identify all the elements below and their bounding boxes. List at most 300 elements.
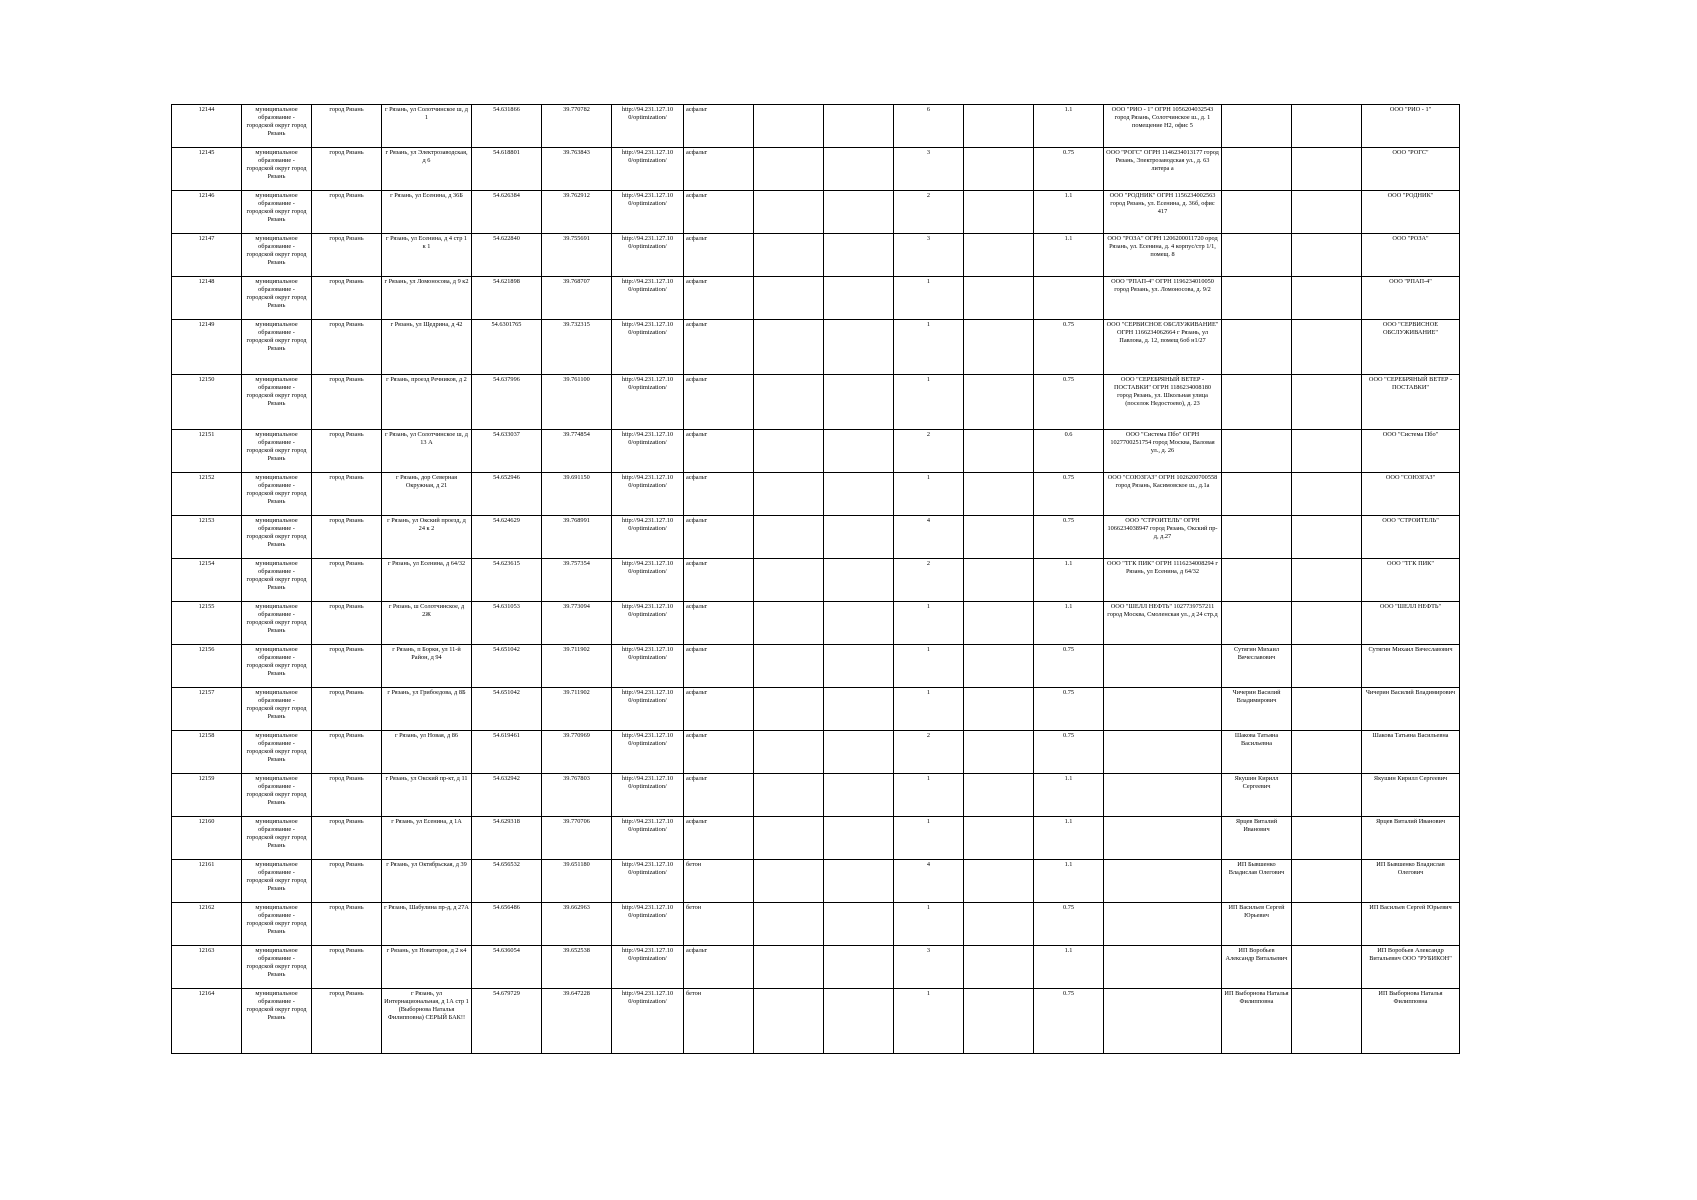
- empty-cell: [824, 774, 894, 817]
- longitude-cell: 39.770782: [542, 105, 612, 148]
- latitude-cell: 54.624629: [472, 516, 542, 559]
- url-cell: http://94.231.127.10 0/optimization/: [612, 946, 684, 989]
- empty-cell: [1292, 375, 1362, 430]
- table-row: [172, 516, 1460, 559]
- waste-source-cell: ИП Бывшенко Владислав Олегович: [1362, 860, 1460, 903]
- owner-info-cell: ООО "РОДНИК" ОГРН 1156234002563 город Рязань, ул. Есенина, д. 36б, офис 417: [1104, 191, 1222, 234]
- containers-count-cell: 1: [894, 602, 964, 645]
- municipality-cell: муниципальное образование - городской округ город Рязань: [242, 688, 312, 731]
- empty-cell: [1292, 430, 1362, 473]
- settlement-cell: город Рязань: [312, 602, 382, 645]
- row-number-cell: 12151: [172, 430, 242, 473]
- owner-person-cell: [1222, 105, 1292, 148]
- container-volume-cell: 0.75: [1034, 148, 1104, 191]
- table-row: [172, 277, 1460, 320]
- owner-info-cell: ООО "Система Пбо" ОГРН 1027700251754 город Москва, Валовая ул., д. 26: [1104, 430, 1222, 473]
- surface-cell: асфальт: [684, 559, 754, 602]
- address-cell: г Рязань, ул Новаторов, д 2 к4: [382, 946, 472, 989]
- waste-source-cell: Ярцев Виталий Иванович: [1362, 817, 1460, 860]
- container-volume-cell: 0.75: [1034, 516, 1104, 559]
- municipality-cell: муниципальное образование - городской округ город Рязань: [242, 430, 312, 473]
- empty-cell: [824, 473, 894, 516]
- container-volume-cell: 1.1: [1034, 234, 1104, 277]
- settlement-cell: город Рязань: [312, 989, 382, 1054]
- owner-person-cell: Шакова Татьяна Васильевна: [1222, 731, 1292, 774]
- municipality-cell: муниципальное образование - городской округ город Рязань: [242, 860, 312, 903]
- containers-count-cell: 3: [894, 234, 964, 277]
- address-cell: г Рязань, ул Солотчинское ш, д 1: [382, 105, 472, 148]
- surface-cell: асфальт: [684, 105, 754, 148]
- url-cell: http://94.231.127.10 0/optimization/: [612, 731, 684, 774]
- empty-cell: [754, 774, 824, 817]
- row-number-cell: 12159: [172, 774, 242, 817]
- owner-info-cell: [1104, 774, 1222, 817]
- address-cell: г Рязань, ул Есенина, д 36Б: [382, 191, 472, 234]
- municipality-cell: муниципальное образование - городской округ город Рязань: [242, 191, 312, 234]
- empty-cell: [824, 234, 894, 277]
- waste-source-cell: ООО "РОЗА": [1362, 234, 1460, 277]
- settlement-cell: город Рязань: [312, 277, 382, 320]
- owner-person-cell: ИП Воробьев Александр Витальевич: [1222, 946, 1292, 989]
- owner-info-cell: ООО "ШЕЛЛ НЕФТЬ" 1027739757211 город Москва, Смоленская ул., д 24 стр.д: [1104, 602, 1222, 645]
- empty-cell: [1292, 148, 1362, 191]
- empty-cell: [964, 989, 1034, 1054]
- table-row: [172, 946, 1460, 989]
- empty-cell: [964, 903, 1034, 946]
- owner-info-cell: [1104, 817, 1222, 860]
- owner-person-cell: [1222, 559, 1292, 602]
- owner-person-cell: [1222, 375, 1292, 430]
- table-row: [172, 559, 1460, 602]
- empty-cell: [1292, 602, 1362, 645]
- empty-cell: [754, 148, 824, 191]
- surface-cell: асфальт: [684, 375, 754, 430]
- empty-cell: [824, 375, 894, 430]
- container-volume-cell: 1.1: [1034, 774, 1104, 817]
- surface-cell: асфальт: [684, 277, 754, 320]
- url-cell: http://94.231.127.10 0/optimization/: [612, 320, 684, 375]
- longitude-cell: 39.711902: [542, 688, 612, 731]
- empty-cell: [754, 903, 824, 946]
- address-cell: г Рязань, ул Новая, д 86: [382, 731, 472, 774]
- containers-count-cell: 1: [894, 774, 964, 817]
- empty-cell: [754, 989, 824, 1054]
- longitude-cell: 39.774854: [542, 430, 612, 473]
- latitude-cell: 54.622840: [472, 234, 542, 277]
- empty-cell: [1292, 105, 1362, 148]
- municipality-cell: муниципальное образование - городской округ город Рязань: [242, 516, 312, 559]
- empty-cell: [964, 516, 1034, 559]
- row-number-cell: 12150: [172, 375, 242, 430]
- row-number-cell: 12145: [172, 148, 242, 191]
- longitude-cell: 39.732315: [542, 320, 612, 375]
- settlement-cell: город Рязань: [312, 645, 382, 688]
- url-cell: http://94.231.127.10 0/optimization/: [612, 602, 684, 645]
- url-cell: http://94.231.127.10 0/optimization/: [612, 234, 684, 277]
- waste-source-cell: ООО "СТРОИТЕЛЬ": [1362, 516, 1460, 559]
- empty-cell: [1292, 946, 1362, 989]
- table-row: [172, 989, 1460, 1054]
- table-row: [172, 602, 1460, 645]
- url-cell: http://94.231.127.10 0/optimization/: [612, 989, 684, 1054]
- waste-source-cell: ООО "СОЮЗГАЗ": [1362, 473, 1460, 516]
- empty-cell: [754, 375, 824, 430]
- container-volume-cell: [1034, 277, 1104, 320]
- owner-info-cell: [1104, 946, 1222, 989]
- empty-cell: [824, 989, 894, 1054]
- municipality-cell: муниципальное образование - городской округ город Рязань: [242, 731, 312, 774]
- longitude-cell: 39.647228: [542, 989, 612, 1054]
- empty-cell: [824, 105, 894, 148]
- address-cell: г Рязань, Шабулина пр-д, д 27А: [382, 903, 472, 946]
- row-number-cell: 12155: [172, 602, 242, 645]
- empty-cell: [964, 105, 1034, 148]
- waste-source-cell: ООО "СЕРЕБРЯНЫЙ ВЕТЕР - ПОСТАВКИ": [1362, 375, 1460, 430]
- owner-person-cell: Ярцев Виталий Иванович: [1222, 817, 1292, 860]
- owner-info-cell: ООО "СОЮЗГАЗ" ОГРН 1026200700558 город Рязань, Касимовское ш., д.1а: [1104, 473, 1222, 516]
- longitude-cell: 39.768991: [542, 516, 612, 559]
- table-row: [172, 105, 1460, 148]
- empty-cell: [1292, 860, 1362, 903]
- surface-cell: асфальт: [684, 473, 754, 516]
- settlement-cell: город Рязань: [312, 731, 382, 774]
- empty-cell: [964, 375, 1034, 430]
- container-volume-cell: 0.75: [1034, 989, 1104, 1054]
- empty-cell: [1292, 774, 1362, 817]
- empty-cell: [824, 645, 894, 688]
- containers-count-cell: 2: [894, 731, 964, 774]
- empty-cell: [824, 559, 894, 602]
- address-cell: г Рязань, ул Грибоедова, д 8Б: [382, 688, 472, 731]
- empty-cell: [964, 688, 1034, 731]
- owner-info-cell: ООО "СЕРВИСНОЕ ОБСЛУЖИВАНИЕ" ОГРН 1166234062664 г Рязань, ул Павлова, д. 12, помещ 6об н1/27: [1104, 320, 1222, 375]
- container-volume-cell: 1.1: [1034, 817, 1104, 860]
- settlement-cell: город Рязань: [312, 105, 382, 148]
- empty-cell: [964, 473, 1034, 516]
- empty-cell: [824, 277, 894, 320]
- longitude-cell: 39.773094: [542, 602, 612, 645]
- surface-cell: бетон: [684, 989, 754, 1054]
- waste-source-cell: ООО "РПАП-4": [1362, 277, 1460, 320]
- surface-cell: асфальт: [684, 688, 754, 731]
- municipality-cell: муниципальное образование - городской округ город Рязань: [242, 645, 312, 688]
- waste-source-cell: ИП Васильев Сергей Юрьевич: [1362, 903, 1460, 946]
- empty-cell: [1292, 688, 1362, 731]
- url-cell: http://94.231.127.10 0/optimization/: [612, 903, 684, 946]
- settlement-cell: город Рязань: [312, 946, 382, 989]
- settlement-cell: город Рязань: [312, 688, 382, 731]
- url-cell: http://94.231.127.10 0/optimization/: [612, 645, 684, 688]
- owner-person-cell: [1222, 148, 1292, 191]
- address-cell: г Рязань, ул Есенина, д 1А: [382, 817, 472, 860]
- surface-cell: асфальт: [684, 946, 754, 989]
- owner-person-cell: [1222, 234, 1292, 277]
- longitude-cell: 39.652538: [542, 946, 612, 989]
- settlement-cell: город Рязань: [312, 559, 382, 602]
- owner-info-cell: [1104, 860, 1222, 903]
- address-cell: г Рязань, ул Есенина, д 4 стр 1 к 1: [382, 234, 472, 277]
- empty-cell: [1292, 731, 1362, 774]
- latitude-cell: 54.636054: [472, 946, 542, 989]
- empty-cell: [1292, 473, 1362, 516]
- row-number-cell: 12148: [172, 277, 242, 320]
- empty-cell: [1292, 320, 1362, 375]
- latitude-cell: 54.6301765: [472, 320, 542, 375]
- registry-table: [171, 104, 1460, 1054]
- owner-person-cell: ИП Бывшенко Владислав Олегович: [1222, 860, 1292, 903]
- municipality-cell: муниципальное образование - городской округ город Рязань: [242, 375, 312, 430]
- row-number-cell: 12147: [172, 234, 242, 277]
- row-number-cell: 12146: [172, 191, 242, 234]
- settlement-cell: город Рязань: [312, 430, 382, 473]
- address-cell: г Рязань, ул Окский проезд, д 24 к 2: [382, 516, 472, 559]
- longitude-cell: 39.761100: [542, 375, 612, 430]
- empty-cell: [1292, 903, 1362, 946]
- settlement-cell: город Рязань: [312, 860, 382, 903]
- latitude-cell: 54.626384: [472, 191, 542, 234]
- empty-cell: [754, 320, 824, 375]
- waste-source-cell: Чичерин Василий Владимирович: [1362, 688, 1460, 731]
- longitude-cell: 39.762912: [542, 191, 612, 234]
- table-row: [172, 320, 1460, 375]
- latitude-cell: 54.656486: [472, 903, 542, 946]
- latitude-cell: 54.633037: [472, 430, 542, 473]
- container-volume-cell: 1.1: [1034, 105, 1104, 148]
- url-cell: http://94.231.127.10 0/optimization/: [612, 148, 684, 191]
- waste-source-cell: ООО "РИО - 1": [1362, 105, 1460, 148]
- containers-count-cell: 4: [894, 516, 964, 559]
- owner-info-cell: [1104, 989, 1222, 1054]
- latitude-cell: 54.629318: [472, 817, 542, 860]
- containers-count-cell: 1: [894, 817, 964, 860]
- table-row: [172, 860, 1460, 903]
- municipality-cell: муниципальное образование - городской округ город Рязань: [242, 148, 312, 191]
- empty-cell: [754, 430, 824, 473]
- address-cell: г Рязань, дор Северная Окружная, д 21: [382, 473, 472, 516]
- waste-source-cell: ООО "РОГС": [1362, 148, 1460, 191]
- table-row: [172, 473, 1460, 516]
- longitude-cell: 39.767803: [542, 774, 612, 817]
- empty-cell: [754, 105, 824, 148]
- empty-cell: [964, 559, 1034, 602]
- owner-info-cell: [1104, 903, 1222, 946]
- empty-cell: [824, 817, 894, 860]
- table-row: [172, 191, 1460, 234]
- settlement-cell: город Рязань: [312, 516, 382, 559]
- container-volume-cell: 1.1: [1034, 191, 1104, 234]
- latitude-cell: 54.651042: [472, 645, 542, 688]
- container-volume-cell: 0.75: [1034, 320, 1104, 375]
- waste-source-cell: ООО "ТГК ПИК": [1362, 559, 1460, 602]
- owner-person-cell: [1222, 473, 1292, 516]
- empty-cell: [824, 946, 894, 989]
- empty-cell: [754, 516, 824, 559]
- table-row: [172, 688, 1460, 731]
- longitude-cell: 39.770706: [542, 817, 612, 860]
- empty-cell: [824, 688, 894, 731]
- municipality-cell: муниципальное образование - городской округ город Рязань: [242, 774, 312, 817]
- owner-info-cell: ООО "РИО - 1" ОГРН 1056204032543 город Рязань, Солотчинское ш., д. 1 помещение Н2, офис 5: [1104, 105, 1222, 148]
- empty-cell: [964, 645, 1034, 688]
- owner-info-cell: ООО "РОЗА" ОГРН 1206200011720 ород Рязань, ул. Есенина, д. 4 корпус/стр 1/1, помещ. 8: [1104, 234, 1222, 277]
- empty-cell: [824, 148, 894, 191]
- empty-cell: [964, 234, 1034, 277]
- containers-count-cell: 1: [894, 473, 964, 516]
- surface-cell: асфальт: [684, 645, 754, 688]
- surface-cell: асфальт: [684, 602, 754, 645]
- owner-person-cell: Якушин Кирилл Сергеевич: [1222, 774, 1292, 817]
- url-cell: http://94.231.127.10 0/optimization/: [612, 516, 684, 559]
- empty-cell: [1292, 516, 1362, 559]
- latitude-cell: 54.618801: [472, 148, 542, 191]
- municipality-cell: муниципальное образование - городской округ город Рязань: [242, 946, 312, 989]
- empty-cell: [754, 602, 824, 645]
- empty-cell: [1292, 191, 1362, 234]
- settlement-cell: город Рязань: [312, 473, 382, 516]
- containers-count-cell: 6: [894, 105, 964, 148]
- container-volume-cell: 0.6: [1034, 430, 1104, 473]
- empty-cell: [1292, 817, 1362, 860]
- owner-person-cell: [1222, 516, 1292, 559]
- address-cell: г Рязань, ул Солотчинское ш, д 13 А: [382, 430, 472, 473]
- empty-cell: [824, 430, 894, 473]
- row-number-cell: 12161: [172, 860, 242, 903]
- empty-cell: [754, 191, 824, 234]
- latitude-cell: 54.623615: [472, 559, 542, 602]
- longitude-cell: 39.763843: [542, 148, 612, 191]
- owner-person-cell: [1222, 602, 1292, 645]
- waste-source-cell: Якушин Кирилл Сергеевич: [1362, 774, 1460, 817]
- longitude-cell: 39.691150: [542, 473, 612, 516]
- address-cell: г Рязань, ул Окский пр-кт, д 11: [382, 774, 472, 817]
- row-number-cell: 12149: [172, 320, 242, 375]
- empty-cell: [964, 774, 1034, 817]
- address-cell: г Рязань, проезд Речников, д 2: [382, 375, 472, 430]
- latitude-cell: 54.652946: [472, 473, 542, 516]
- municipality-cell: муниципальное образование - городской округ город Рязань: [242, 559, 312, 602]
- latitude-cell: 54.619461: [472, 731, 542, 774]
- settlement-cell: город Рязань: [312, 234, 382, 277]
- owner-person-cell: ИП Васильев Сергей Юрьевич: [1222, 903, 1292, 946]
- address-cell: г Рязань, ул Есенина, д 64/32: [382, 559, 472, 602]
- table-row: [172, 817, 1460, 860]
- empty-cell: [824, 191, 894, 234]
- url-cell: http://94.231.127.10 0/optimization/: [612, 105, 684, 148]
- empty-cell: [964, 817, 1034, 860]
- owner-person-cell: [1222, 430, 1292, 473]
- waste-source-cell: ООО "ШЕЛЛ НЕФТЬ": [1362, 602, 1460, 645]
- municipality-cell: муниципальное образование - городской округ город Рязань: [242, 277, 312, 320]
- settlement-cell: город Рязань: [312, 817, 382, 860]
- containers-count-cell: 4: [894, 860, 964, 903]
- row-number-cell: 12164: [172, 989, 242, 1054]
- empty-cell: [824, 903, 894, 946]
- longitude-cell: 39.651180: [542, 860, 612, 903]
- surface-cell: асфальт: [684, 774, 754, 817]
- waste-source-cell: Шакова Татьяна Васильевна: [1362, 731, 1460, 774]
- container-volume-cell: 0.75: [1034, 688, 1104, 731]
- container-volume-cell: 0.75: [1034, 731, 1104, 774]
- row-number-cell: 12158: [172, 731, 242, 774]
- surface-cell: асфальт: [684, 516, 754, 559]
- municipality-cell: муниципальное образование - городской округ город Рязань: [242, 989, 312, 1054]
- table-row: [172, 148, 1460, 191]
- longitude-cell: 39.662963: [542, 903, 612, 946]
- owner-person-cell: Чичерин Василий Владимирович: [1222, 688, 1292, 731]
- row-number-cell: 12157: [172, 688, 242, 731]
- owner-info-cell: ООО "РПАП-4" ОГРН 1196234010050 город Рязань, ул. Ломоносова, д. 9/2: [1104, 277, 1222, 320]
- empty-cell: [1292, 645, 1362, 688]
- waste-source-cell: ООО "Система Пбо": [1362, 430, 1460, 473]
- empty-cell: [964, 320, 1034, 375]
- owner-info-cell: ООО "СТРОИТЕЛЬ" ОГРН 1066234038947 город Рязань, Окский пр-д, д.27: [1104, 516, 1222, 559]
- owner-person-cell: [1222, 320, 1292, 375]
- container-volume-cell: 0.75: [1034, 375, 1104, 430]
- row-number-cell: 12163: [172, 946, 242, 989]
- container-volume-cell: 0.75: [1034, 645, 1104, 688]
- municipality-cell: муниципальное образование - городской округ город Рязань: [242, 320, 312, 375]
- owner-info-cell: [1104, 645, 1222, 688]
- empty-cell: [754, 946, 824, 989]
- empty-cell: [964, 430, 1034, 473]
- waste-source-cell: ООО "РОДНИК": [1362, 191, 1460, 234]
- empty-cell: [824, 320, 894, 375]
- owner-person-cell: [1222, 277, 1292, 320]
- row-number-cell: 12154: [172, 559, 242, 602]
- url-cell: http://94.231.127.10 0/optimization/: [612, 277, 684, 320]
- address-cell: г Рязань, п Борки, ул 11-й Район, д 94: [382, 645, 472, 688]
- empty-cell: [964, 191, 1034, 234]
- url-cell: http://94.231.127.10 0/optimization/: [612, 817, 684, 860]
- address-cell: г Рязань, ул Ломоносова, д 9 к2: [382, 277, 472, 320]
- empty-cell: [754, 473, 824, 516]
- longitude-cell: 39.768707: [542, 277, 612, 320]
- row-number-cell: 12144: [172, 105, 242, 148]
- owner-person-cell: Сутягин Михаил Вячеславович: [1222, 645, 1292, 688]
- latitude-cell: 54.631053: [472, 602, 542, 645]
- empty-cell: [964, 946, 1034, 989]
- table-body: [172, 105, 1460, 1054]
- row-number-cell: 12152: [172, 473, 242, 516]
- longitude-cell: 39.757354: [542, 559, 612, 602]
- url-cell: http://94.231.127.10 0/optimization/: [612, 430, 684, 473]
- url-cell: http://94.231.127.10 0/optimization/: [612, 559, 684, 602]
- containers-count-cell: 3: [894, 148, 964, 191]
- settlement-cell: город Рязань: [312, 320, 382, 375]
- containers-count-cell: 1: [894, 645, 964, 688]
- url-cell: http://94.231.127.10 0/optimization/: [612, 774, 684, 817]
- surface-cell: асфальт: [684, 148, 754, 191]
- latitude-cell: 54.621898: [472, 277, 542, 320]
- latitude-cell: 54.679729: [472, 989, 542, 1054]
- table-row: [172, 645, 1460, 688]
- address-cell: г Рязань, ул Щедрина, д 42: [382, 320, 472, 375]
- waste-source-cell: ООО "СЕРВИСНОЕ ОБСЛУЖИВАНИЕ": [1362, 320, 1460, 375]
- empty-cell: [754, 688, 824, 731]
- table-row: [172, 774, 1460, 817]
- empty-cell: [754, 277, 824, 320]
- table-row: [172, 375, 1460, 430]
- municipality-cell: муниципальное образование - городской округ город Рязань: [242, 602, 312, 645]
- municipality-cell: муниципальное образование - городской округ город Рязань: [242, 105, 312, 148]
- owner-info-cell: ООО "РОГС" ОГРН 1146234013177 город Рязань, Электрозаводская ул., д. 63 литера а: [1104, 148, 1222, 191]
- municipality-cell: муниципальное образование - городской округ город Рязань: [242, 817, 312, 860]
- longitude-cell: 39.711902: [542, 645, 612, 688]
- settlement-cell: город Рязань: [312, 375, 382, 430]
- latitude-cell: 54.637996: [472, 375, 542, 430]
- address-cell: г Рязань, ул Интернациональная, д 1А стр 1 (Выборнова Наталья Филипповна) СЕРЫЙ БАК!!: [382, 989, 472, 1054]
- containers-count-cell: 1: [894, 903, 964, 946]
